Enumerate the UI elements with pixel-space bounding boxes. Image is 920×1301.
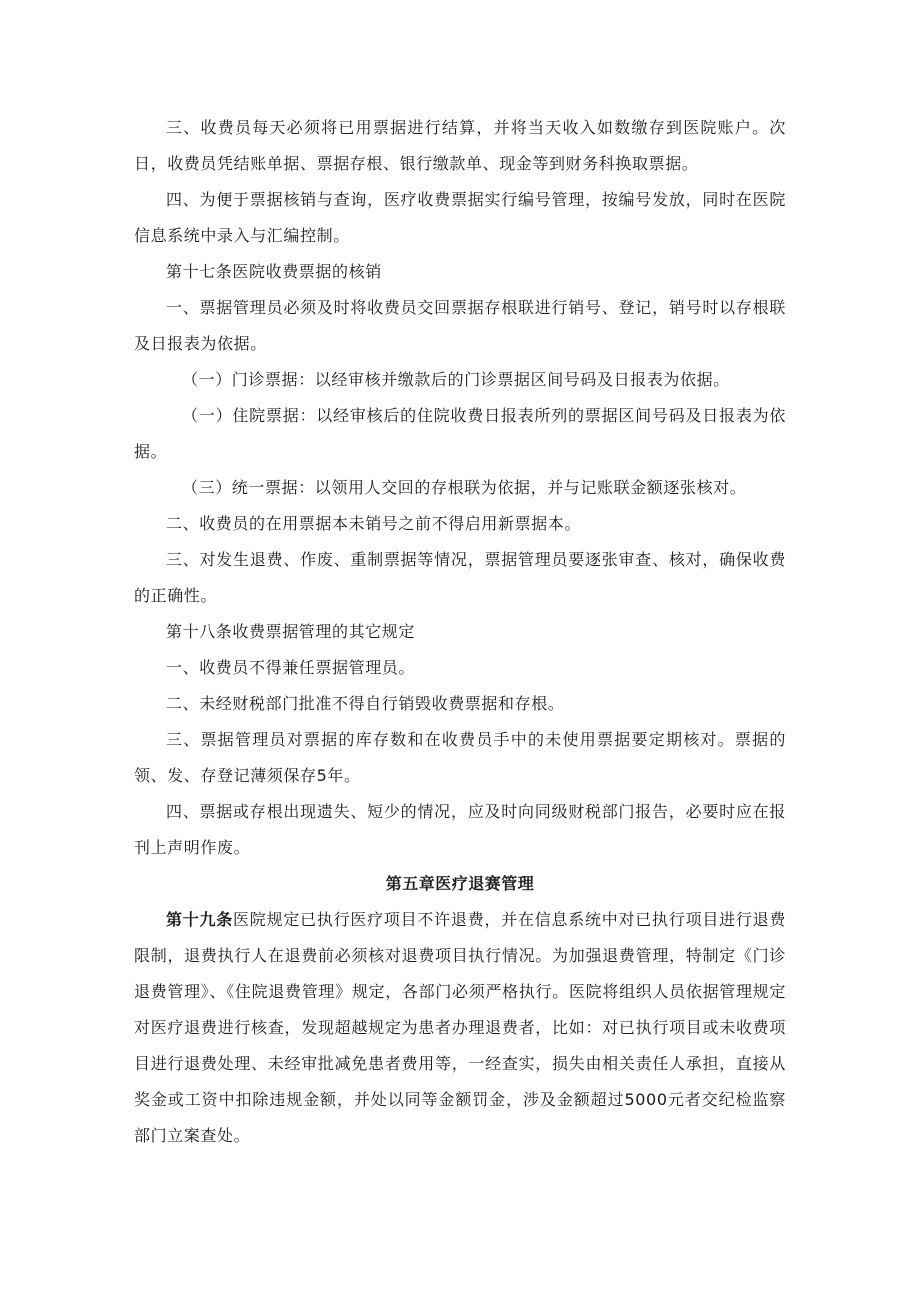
paragraph-refund-review: 三、对发生退费、作废、重制票据等情况，票据管理员要逐张审查、核对，确保收费的正确性。: [134, 550, 786, 605]
article-17-title: 第十七条医院收费票据的核销: [166, 262, 382, 281]
paragraph-no-destroy: 二、未经财税部门批准不得自行销毁收费票据和存根。: [166, 694, 565, 713]
paragraph-settlement: 三、收费员每天必须将已用票据进行结算，并将当天收入如数缴存到医院账户。次日，收费员凭结账单据、票据存根、银行缴款单、现金等到财务科换取票据。: [134, 118, 786, 173]
paragraph-cancellation: 一、票据管理员必须及时将收费员交回票据存根联进行销号、登记，销号时以存根联及日报表为依据。: [134, 298, 786, 353]
inventory-text-a: 三、票据管理员对票据的库存数和在收费员手中的未使用票据要定期核对。票据的领、发、存登记薄须保存: [134, 730, 786, 785]
article-19: [134, 902, 786, 1154]
paragraph-numbering: 四、为便于票据核销与查询，医疗收费票据实行编号管理，按编号发放，同时在医院信息系统中录入与汇编控制。: [134, 190, 786, 245]
document-page: [134, 110, 786, 1154]
paragraph-no-dual-role: 一、收费员不得兼任票据管理员。: [166, 658, 416, 677]
paragraph-loss-report: 四、票据或存根出现遗失、短少的情况，应及时向同级财税部门报告，必要时应在报刊上声明作废。: [134, 802, 786, 857]
paragraph-new-book: 二、收费员的在用票据本未销号之前不得启用新票据本。: [166, 514, 582, 533]
retention-years: 5: [316, 766, 328, 785]
article-19-body-a: 医院规定已执行医疗项目不许退费，并在信息系统中对已执行项目进行退费限制，退费执行人在退费前必须核对退费项目执行情况。为加强退费管理，特制定《门诊退费管理》、《住院退费管理》规定，各部门必须严格执行。医院将组织人员依据管理规定对医疗退费进行核查，发现超越规定为患者办理退费者，比如：对已执行项目或未收费项目进行退费处理、未经审批减免患者费用等，一经查实，损失由相关责任人承担，直接从奖金或工资中扣除违规金额，并处以同等金额罚金，涉及金额超过: [134, 910, 786, 1109]
item-inpatient: （一）住院票据：以经审核后的住院收费日报表所列的票据区间号码及日报表为依据。: [134, 406, 786, 461]
inventory-text-c: 年。: [327, 766, 361, 785]
paragraph-inventory-check: [134, 722, 786, 794]
item-outpatient: （一）门诊票据：以经审核并缴款后的门诊票据区间号码及日报表为依据。: [182, 370, 730, 389]
item-unified: （三）统一票据：以领用人交回的存根联为依据，并与记账联金额逐张核对。: [182, 478, 747, 497]
article-18-title: 第十八条收费票据管理的其它规定: [166, 622, 416, 641]
chapter-heading: 第五章医疗退赛管理: [385, 874, 535, 893]
article-19-body-b: 元者交纪检监察部门立案查处。: [134, 1090, 787, 1145]
article-19-lead: 第十九条: [166, 910, 234, 929]
article-19-amount: 5000: [624, 1090, 668, 1109]
